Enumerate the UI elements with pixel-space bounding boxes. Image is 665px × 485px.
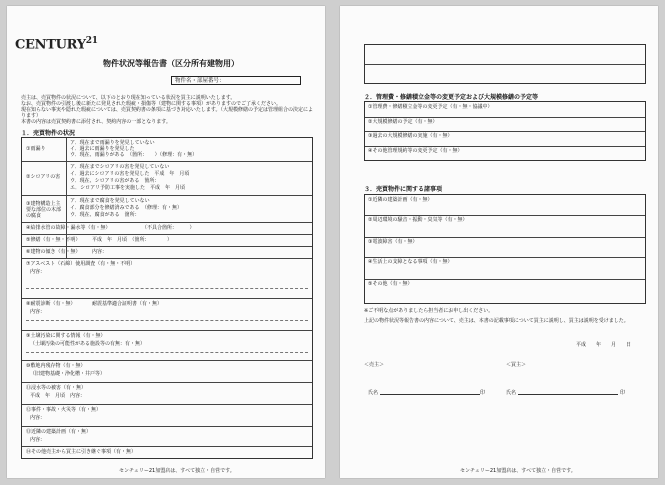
- item-line: （土壌汚染の可能性がある施設等の有無：有・無）: [30, 341, 146, 347]
- page-footer: センチュリー21加盟店は、すべて独立・自営です。: [460, 468, 576, 474]
- management-fee-table: [364, 101, 646, 161]
- item-line: 内容：: [30, 415, 46, 421]
- item-label: ⑧耐震診断（有・無）: [26, 301, 76, 307]
- item-label: ⑦アスベスト（石綿）使用調査（有・無・不明）: [26, 261, 136, 267]
- item-line: （不具合箇所： ）: [142, 225, 195, 231]
- row-label: ⑤その他（有・無）: [368, 281, 413, 287]
- seller-signature-line[interactable]: [380, 394, 480, 395]
- item-label: ②シロアリの害: [26, 174, 61, 180]
- seller-heading: ＜売主＞: [364, 362, 385, 368]
- item-line: 平成 年 月頃 （箇所： ）: [92, 237, 173, 243]
- section-3-heading: ３．売買物件に関する諸事項: [364, 186, 443, 193]
- note-text: ※ご不明な点がありましたら担当者にお申し出ください。: [364, 308, 494, 314]
- date-field[interactable]: 平成 年 月 日: [576, 342, 632, 348]
- item-label: ⑤修繕（有・無・不明）: [26, 237, 81, 243]
- item-line: 耐震基準適合証明書（有・無）: [92, 301, 163, 307]
- row-label: ②周辺環境の騒音・振動・臭気等（有・無）: [368, 217, 468, 223]
- report-page-right: [340, 6, 658, 478]
- report-page-left: [7, 6, 325, 478]
- item-line: イ．腐食部分を修繕済みである （修理：有・無）: [70, 205, 183, 211]
- item-label: ⑬近隣の建築計画（有・無）: [26, 429, 92, 435]
- intro-text: 売主は、売買物件の状況について、以下のとおり現在知っている状況を買主に説明いたします。 なお、売買物件の引渡し後に新たに発見された瑕疵・損傷等（建物に関する事項）がありますのでご了承ください。 現在知らない事実や隠れた瑕疵については、売買契約書の条項に基づき対応いたします。（大規模修繕の予定は管理組合の決定によります） 本書の内容は売買契約書に添付され、契約内容の一部となります。: [21, 95, 314, 125]
- seller-seal: 印: [480, 390, 486, 396]
- item-line: （旧建物基礎・浄化槽・井戸等）: [30, 371, 106, 377]
- item-label: ⑫事件・事故・火災等（有・無）: [26, 407, 102, 413]
- item-line: 内容：: [30, 309, 46, 315]
- item-line: ア．現在まで腐食を発見していない: [70, 198, 150, 204]
- row-label: ③過去の大規模修繕の実施（有・無）: [368, 133, 453, 139]
- item-label: ⑭その他売主から買主に引き継ぐ事項（有・無）: [26, 449, 137, 455]
- document-title: 物件状況等報告書（区分所有建物用）: [103, 59, 239, 68]
- item-line: エ．シロアリ予防工事を実施した 平成 年 月頃: [70, 185, 185, 191]
- item-label: ④給排水管の故障・漏水等（有・無）: [26, 225, 111, 231]
- item-line: 平成 年 月頃 内容：: [30, 393, 86, 399]
- statement-text: 上記の物件状況等報告書の内容について、売主は、本書の記載事項について買主に説明し、買主は説明を受けました。: [364, 318, 629, 324]
- item-line: 内容：: [30, 437, 46, 443]
- item-line: ウ．現在、雨漏りがある （箇所： ）（修理：有・無）: [70, 152, 198, 158]
- row-label: ④生活上の支障となる事項（有・無）: [368, 259, 453, 265]
- item-line: 内容：: [92, 249, 108, 255]
- item-line: ア．現在までシロアリの害を発見していない: [70, 164, 170, 170]
- item-line: ウ．現在、腐食がある 箇所：: [70, 212, 140, 218]
- property-matters-table: [364, 194, 646, 304]
- row-label: ①管理費・修繕積立金等の変更予定（有・無・協議中）: [368, 104, 493, 110]
- buyer-seal: 印: [620, 390, 626, 396]
- item-label: ⑨土壌汚染に関する情報（有・無）: [26, 333, 106, 339]
- row-label: ②大規模修繕の予定（有・無）: [368, 119, 438, 125]
- item-line: イ．過去にシロアリの害を発見した 平成 年 月頃: [70, 171, 190, 177]
- section-1-heading: １．売買物件の状況: [21, 130, 76, 137]
- buyer-signature-line[interactable]: [518, 394, 618, 395]
- row-label: ④その他管理規約等の変更予定（有・無）: [368, 148, 463, 154]
- item-line: イ．過去に雨漏りを発見した: [70, 146, 135, 152]
- section-2-heading: ２．管理費・修繕積立金等の変更予定および大規模修繕の予定等: [364, 94, 539, 101]
- property-name-field[interactable]: 物件名・部屋番号：: [171, 76, 301, 85]
- buyer-heading: ＜買主＞: [506, 362, 527, 368]
- item-label: ⑩敷地内残存物（有・無）: [26, 363, 86, 369]
- property-condition-table: [21, 137, 313, 459]
- item-label: ①雨漏り: [26, 146, 46, 152]
- item-label: ⑥建物の傾き（有・無）: [26, 249, 81, 255]
- row-label: ③電波障害（有・無）: [368, 239, 418, 245]
- continued-items-table: [364, 44, 646, 84]
- item-label: ⑪浸水等の被害（有・無）: [26, 385, 87, 391]
- item-line: ウ．現在、シロアリの害がある 箇所：: [70, 178, 160, 184]
- century21-logo: CENTURY$^{21}$: [15, 36, 98, 53]
- item-line: ア．現在まで雨漏りを発見していない: [70, 140, 155, 146]
- row-label: ①近隣の建築計画（有・無）: [368, 197, 433, 203]
- item-label: ③建物構造上主要な部位の木部の腐食: [26, 201, 62, 219]
- buyer-name-label: 氏名: [506, 390, 517, 396]
- seller-name-label: 氏名: [368, 390, 379, 396]
- page-footer: センチュリー21加盟店は、すべて独立・自営です。: [119, 468, 235, 474]
- item-line: 内容：: [30, 269, 46, 275]
